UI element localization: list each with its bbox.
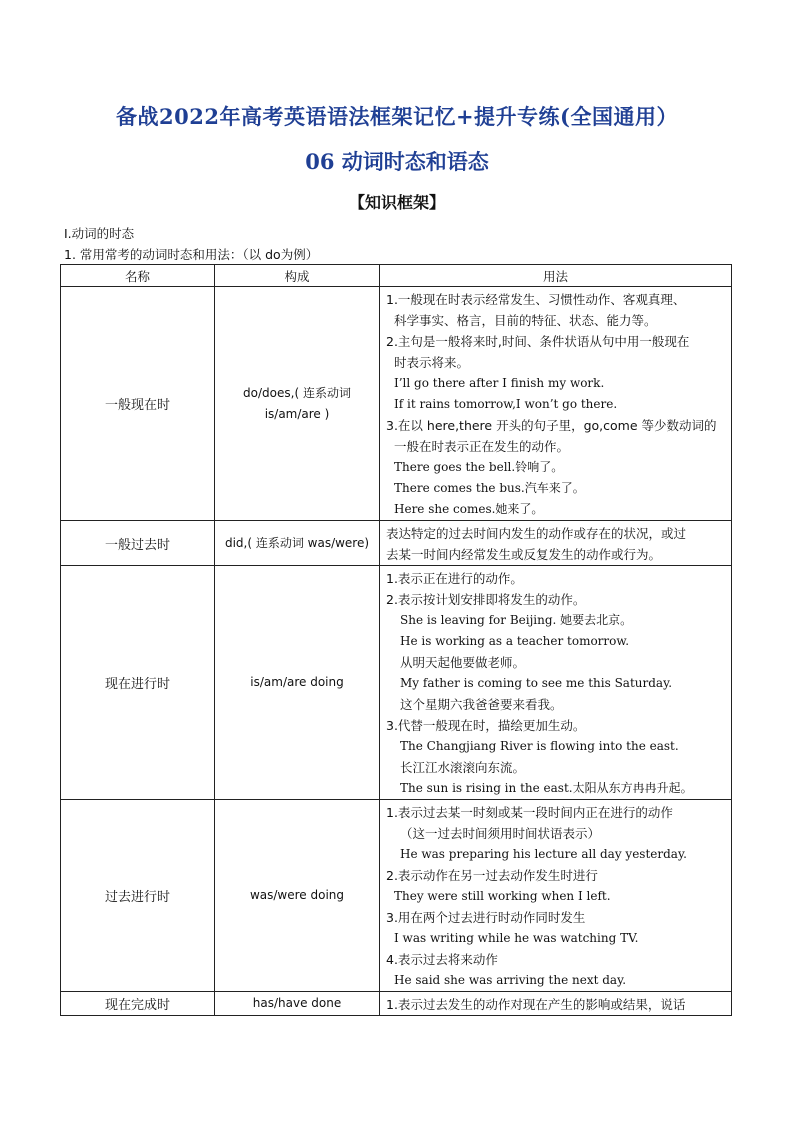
example-translation: 这个星期六我爸爸要来看我。 bbox=[400, 697, 563, 712]
example-translation: 从明天起他要做老师。 bbox=[400, 655, 526, 670]
usage-line: 1.表示过去某一时刻或某一段时间内正在进行的动作 bbox=[386, 805, 673, 820]
form-line: is/am/are doing bbox=[250, 675, 344, 689]
tense-usage bbox=[380, 800, 732, 992]
header-usage: 用法 bbox=[380, 265, 732, 287]
document-subtitle: 06 动词时态和语态 bbox=[305, 149, 489, 174]
example-sentence: They were still working when I left. bbox=[394, 889, 611, 903]
usage-line: 3.代替一般现在时，描绘更加生动。 bbox=[386, 718, 586, 733]
usage-line: 2.表示动作在另一过去动作发生时进行 bbox=[386, 868, 598, 883]
tense-usage bbox=[380, 992, 732, 1016]
example-sentence: I’ll go there after I finish my work. bbox=[394, 376, 605, 390]
usage-line: 1.一般现在时表示经常发生、习惯性动作、客观真理、 bbox=[386, 292, 686, 307]
tense-form bbox=[215, 800, 380, 992]
usage-line: 一般在时表示正在发生的动作。 bbox=[394, 439, 570, 454]
table-row bbox=[61, 992, 732, 1016]
usage-line: 科学事实、格言，目前的特征、状态、能力等。 bbox=[394, 313, 657, 328]
form-line: did,( 连系动词 was/were) bbox=[224, 535, 370, 550]
tense-name: 过去进行时 bbox=[61, 800, 215, 992]
heading-verb-tenses: I.动词的时态 bbox=[64, 226, 135, 241]
table-row bbox=[61, 287, 732, 521]
usage-line: 1.表示正在进行的动作。 bbox=[386, 571, 523, 586]
tense-table bbox=[60, 264, 732, 1016]
example-sentence: The sun is rising in the east.太阳从东方冉冉升起。 bbox=[400, 781, 693, 795]
example-sentence: Here she comes.她来了。 bbox=[394, 502, 544, 516]
tense-form bbox=[215, 566, 380, 800]
form-line: do/does,( 连系动词 bbox=[243, 385, 351, 400]
heading-common-tenses: 1. 常用常考的动词时态和用法：（以 do为例） bbox=[64, 247, 319, 262]
tense-form bbox=[215, 287, 380, 521]
header-form: 构成 bbox=[215, 265, 380, 287]
usage-line: 3.用在两个过去进行时动作同时发生 bbox=[386, 910, 586, 925]
table-row bbox=[61, 521, 732, 566]
tense-name: 一般现在时 bbox=[61, 287, 215, 521]
tense-name: 现在进行时 bbox=[61, 566, 215, 800]
tense-form bbox=[215, 521, 380, 566]
usage-line: 2.表示按计划安排即将发生的动作。 bbox=[386, 592, 586, 607]
tense-usage bbox=[380, 287, 732, 521]
usage-line: 4.表示过去将来动作 bbox=[386, 952, 498, 967]
usage-line: 2.主句是一般将来时,时间、条件状语从句中用一般现在 bbox=[386, 334, 690, 349]
table-header-row bbox=[61, 265, 732, 287]
section-heading: 【知识框架】 bbox=[348, 193, 445, 212]
usage-line: 时表示将来。 bbox=[394, 355, 470, 370]
example-sentence: My father is coming to see me this Saturday. bbox=[400, 676, 673, 690]
usage-line: 3.在以 here,there 开头的句子里，go,come 等少数动词的 bbox=[386, 418, 717, 433]
tense-usage bbox=[380, 521, 732, 566]
tense-usage bbox=[380, 566, 732, 800]
usage-line: 去某一时间内经常发生或反复发生的动作或行为。 bbox=[386, 547, 662, 562]
example-sentence: If it rains tomorrow,I won’t go there. bbox=[394, 397, 618, 411]
table-row bbox=[61, 800, 732, 992]
usage-line: 1.表示过去发生的动作对现在产生的影响或结果，说话 bbox=[386, 997, 686, 1012]
example-sentence: I was writing while he was watching TV. bbox=[394, 931, 639, 945]
form-line: was/were doing bbox=[249, 888, 345, 902]
usage-line: 表达特定的过去时间内发生的动作或存在的状况，或过 bbox=[386, 526, 687, 541]
example-sentence: She is leaving for Beijing. 她要去北京。 bbox=[400, 613, 633, 627]
example-sentence: He said she was arriving the next day. bbox=[394, 973, 627, 987]
example-sentence: He is working as a teacher tomorrow. bbox=[400, 634, 630, 648]
form-line: is/am/are ) bbox=[264, 406, 330, 421]
example-sentence: There goes the bell.铃响了。 bbox=[394, 460, 564, 474]
tense-name: 现在完成时 bbox=[61, 992, 215, 1016]
example-sentence: The Changjiang River is flowing into the east. bbox=[400, 739, 679, 753]
usage-line: （这一过去时间须用时间状语表示） bbox=[400, 826, 601, 841]
example-sentence: He was preparing his lecture all day yesterday. bbox=[400, 847, 687, 861]
document-title: 备战2022年高考英语语法框架记忆+提升专练(全国通用） bbox=[116, 104, 678, 129]
table-row bbox=[61, 566, 732, 800]
tense-name: 一般过去时 bbox=[61, 521, 215, 566]
example-translation: 长江江水滚滚向东流。 bbox=[400, 760, 526, 775]
header-name: 名称 bbox=[61, 265, 215, 287]
tense-form bbox=[215, 992, 380, 1016]
form-line: has/have done bbox=[252, 996, 342, 1010]
example-sentence: There comes the bus.汽车来了。 bbox=[394, 481, 585, 495]
